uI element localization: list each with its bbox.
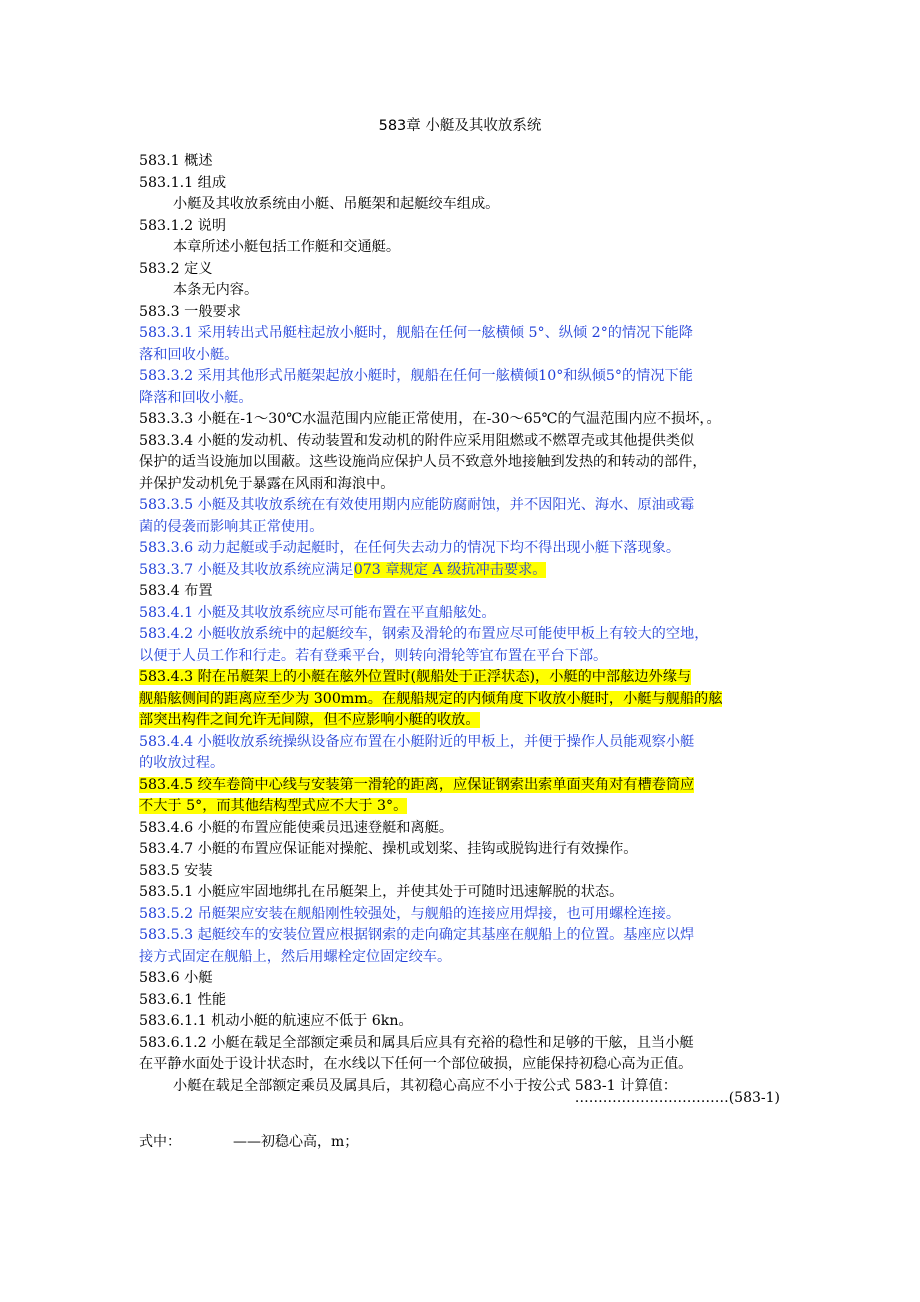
line-text: 583.3.3 小艇在-1～30℃水温范围内应能正常使用，在-30～65℃的气温范围内应不损坏，。 bbox=[139, 411, 721, 427]
line-text: 的收放过程。 bbox=[139, 755, 225, 771]
text-line bbox=[139, 302, 782, 324]
text-line bbox=[139, 818, 782, 840]
line-text: 583.6.1.2 小艇在载足全部额定乘员和属具后应具有充裕的稳性和足够的干舷，且当小艇 bbox=[139, 1034, 694, 1051]
line-text: 583.5.1 小艇应牢固地绑扎在吊艇架上，并使其处于可随时迅速解脱的状态。 bbox=[139, 884, 624, 900]
text-line bbox=[139, 968, 782, 990]
where-label: 式中： bbox=[139, 1134, 181, 1150]
text-line bbox=[139, 624, 782, 646]
chapter-title: 583章 小艇及其收放系统 bbox=[378, 118, 542, 134]
text-line bbox=[139, 753, 782, 775]
text-line bbox=[139, 667, 782, 689]
line-text: 583.6 小艇 bbox=[139, 970, 213, 986]
text-line bbox=[139, 151, 782, 173]
line-text: 583.4 布置 bbox=[139, 583, 213, 599]
line-text: 本条无内容。 bbox=[173, 282, 259, 298]
line-text: 583.6.1 性能 bbox=[139, 991, 227, 1008]
line-text: 583.3.4 小艇的发动机、传动装置和发动机的附件应采用阻燃或不燃罩壳或其他提供类似 bbox=[139, 432, 695, 449]
line-text: 583.3 一般要求 bbox=[139, 303, 241, 320]
text-line bbox=[139, 796, 782, 818]
text-line bbox=[139, 947, 782, 969]
line-text: 583.3.1 采用转出式吊艇柱起放小艇时，舰船在任何一舷横倾 5°、纵倾 2°的情况下能降 bbox=[139, 325, 693, 341]
text-line bbox=[139, 1011, 782, 1033]
highlighted-text: 073 章规定 A 级抗冲击要求。 bbox=[353, 561, 547, 578]
line-text: 在平静水面处于设计状态时，在水线以下任何一个部位破损，应能保持初稳心高为正值。 bbox=[139, 1056, 693, 1072]
text-line bbox=[139, 560, 782, 582]
text-line bbox=[139, 861, 782, 883]
line-text: 小艇在载足全部额定乘员及属具后，其初稳心高应不小于按公式 583-1 计算值： bbox=[173, 1077, 677, 1094]
text-line bbox=[139, 259, 782, 281]
text-line bbox=[139, 882, 782, 904]
line-text: 583.2 定义 bbox=[139, 260, 213, 277]
line-text: 583.5.2 吊艇架应安装在舰船刚性较强处，与舰船的连接应用焊接，也可用螺栓连接。 bbox=[139, 905, 681, 922]
line-text: 583.4.7 小艇的布置应保证能对操舵、操机或划桨、挂钩或脱钩进行有效操作。 bbox=[139, 841, 638, 857]
text-line bbox=[139, 603, 782, 625]
line-text: 菌的侵袭而影响其正常使用。 bbox=[139, 518, 324, 535]
text-line bbox=[139, 409, 782, 431]
line-text: 583.6.1.1 机动小艇的航速应不低于 6kn。 bbox=[139, 1013, 413, 1029]
text-line bbox=[139, 990, 782, 1012]
text-line bbox=[139, 581, 782, 603]
line-text: 小艇及其收放系统由小艇、吊艇架和起艇绞车组成。 bbox=[173, 196, 500, 212]
line-text: 583.1.2 说明 bbox=[139, 217, 227, 234]
line-text: 舰船舷侧间的距离应至少为 300mm。在舰船规定的内倾角度下收放小艇时，小艇与舰船的舷 bbox=[139, 690, 723, 707]
text-line bbox=[139, 173, 782, 195]
text-line bbox=[139, 495, 782, 517]
line-text: 本章所述小艇包括工作艇和交通艇。 bbox=[173, 239, 401, 255]
document-body bbox=[139, 151, 782, 1097]
text-line bbox=[139, 710, 782, 732]
text-line bbox=[139, 538, 782, 560]
text-line bbox=[139, 280, 782, 302]
text-line bbox=[139, 1033, 782, 1055]
text-line bbox=[139, 216, 782, 238]
text-line bbox=[139, 925, 782, 947]
line-text: 保护的适当设施加以围蔽。这些设施尚应保护人员不致意外地接触到发热的和转动的部件， bbox=[139, 454, 707, 470]
line-text: 583.4.1 小艇及其收放系统应尽可能布置在平直船舷处。 bbox=[139, 604, 496, 621]
text-line bbox=[139, 474, 782, 496]
line-text: 583.3.5 小艇及其收放系统在有效使用期内应能防腐耐蚀，并不因阳光、海水、原油或霉 bbox=[139, 497, 695, 513]
text-line bbox=[139, 775, 782, 797]
line-text: 583.4.4 小艇收放系统操纵设备应布置在小艇附近的甲板上，并便于操作人员能观察小艇 bbox=[139, 733, 695, 750]
text-line bbox=[139, 904, 782, 926]
text-line bbox=[139, 839, 782, 861]
line-text: 并保护发动机免于暴露在风雨和海浪中。 bbox=[139, 475, 395, 492]
text-line bbox=[139, 452, 782, 474]
line-text: 583.3.2 采用其他形式吊艇架起放小艇时，舰船在任何一舷横倾10°和纵倾5°的情况下能 bbox=[139, 368, 693, 384]
line-text: 583.5.3 起艇绞车的安装位置应根据钢索的走向确定其基座在舰船上的位置。基座应以焊 bbox=[139, 927, 695, 943]
line-text: 降落和回收小艇。 bbox=[139, 389, 253, 406]
text-line bbox=[139, 345, 782, 367]
line-text: 落和回收小艇。 bbox=[139, 346, 239, 363]
line-text: 583.1.1 组成 bbox=[139, 174, 227, 191]
text-line bbox=[139, 366, 782, 388]
formula-reference: ……………………………(583-1) bbox=[574, 1090, 780, 1106]
where-definition: ——初稳心高，m； bbox=[233, 1134, 359, 1150]
text-line bbox=[139, 1054, 782, 1076]
line-text: 583.4.5 绞车卷筒中心线与安装第一滑轮的距离，应保证钢索出索单面夹角对有槽卷筒应 bbox=[139, 776, 695, 793]
line-text: 583.4.6 小艇的布置应能使乘员迅速登艇和离艇。 bbox=[139, 819, 454, 836]
text-line bbox=[139, 732, 782, 754]
text-line bbox=[139, 388, 782, 410]
text-line bbox=[139, 323, 782, 345]
line-text: 583.3.6 动力起艇或手动起艇时，在任何失去动力的情况下均不得出现小艇下落现象。 bbox=[139, 540, 681, 556]
text-line bbox=[139, 646, 782, 668]
text-line bbox=[139, 237, 782, 259]
line-text: 接方式固定在舰船上，然后用螺栓定位固定绞车。 bbox=[139, 948, 452, 965]
text-line bbox=[139, 689, 782, 711]
line-text: 583.5 安装 bbox=[139, 862, 213, 879]
where-clause bbox=[139, 1131, 358, 1151]
text-line bbox=[139, 517, 782, 539]
line-text: 583.4.3 附在吊艇架上的小艇在舷外位置时(舰船处于正浮状态)，小艇的中部舷边外缘与 bbox=[139, 669, 692, 685]
text-line bbox=[139, 194, 782, 216]
line-text: 583.4.2 小艇收放系统中的起艇绞车，钢索及滑轮的布置应尽可能使甲板上有较大的空地， bbox=[139, 626, 709, 642]
line-text: 以便于人员工作和行走。若有登乘平台，则转向滑轮等宜布置在平台下部。 bbox=[139, 647, 608, 664]
line-text: 583.1 概述 bbox=[139, 153, 213, 169]
line-text: 583.3.7 小艇及其收放系统应满足 bbox=[139, 561, 354, 578]
line-text: 部突出构件之间允许无间隙，但不应影响小艇的收放。 bbox=[139, 712, 480, 728]
line-text: 不大于 5°，而其他结构型式应不大于 3°。 bbox=[139, 798, 408, 814]
text-line bbox=[139, 431, 782, 453]
